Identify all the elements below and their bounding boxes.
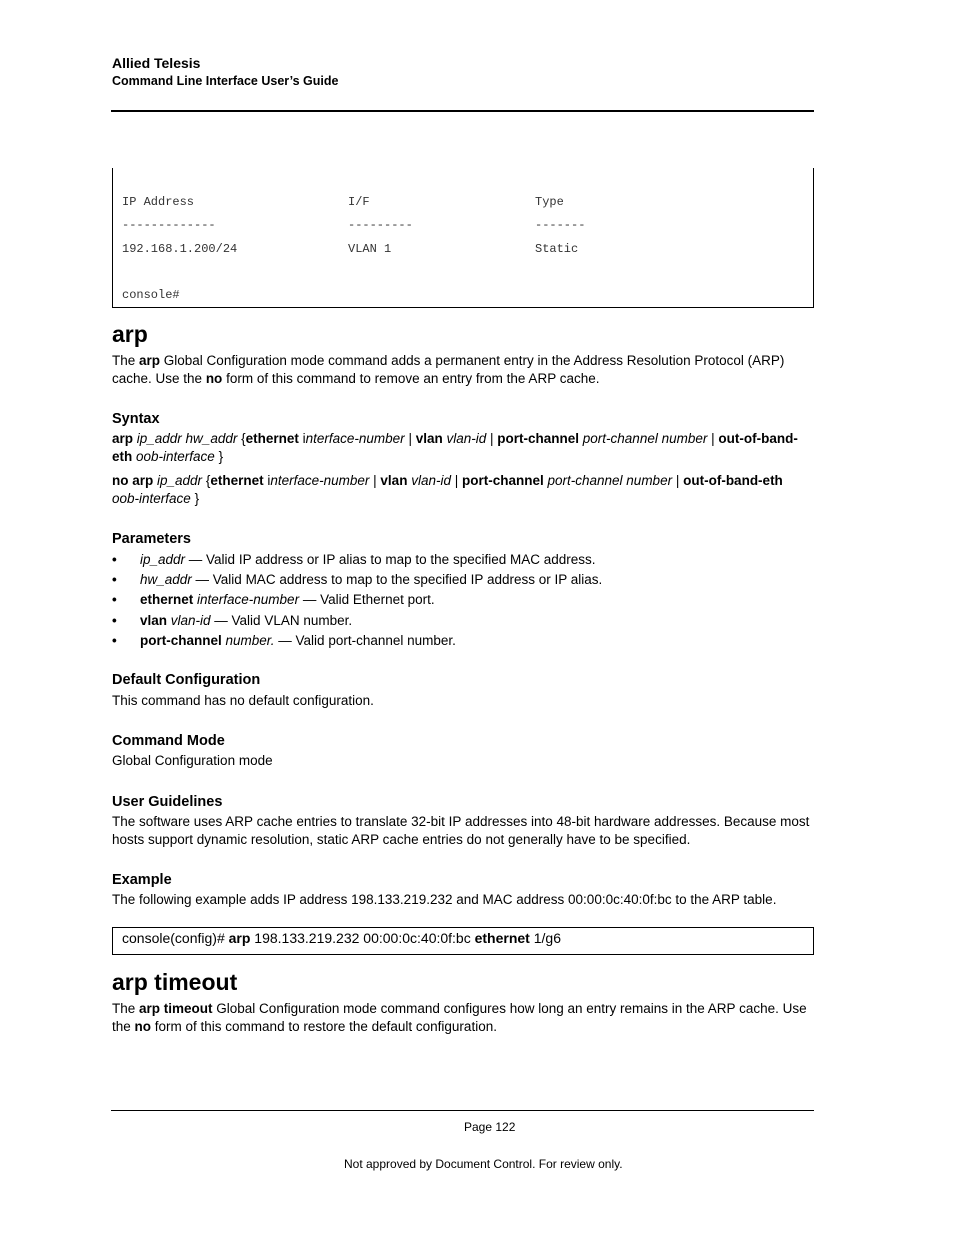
default-config-heading: Default Configuration <box>112 672 261 688</box>
section-title-arp-timeout: arp timeout <box>112 969 238 995</box>
example-heading: Example <box>112 872 172 888</box>
bullet-glyph: • <box>112 592 117 607</box>
header-guide-title: Command Line Interface User’s Guide <box>112 74 339 88</box>
code-row-ip: 192.168.1.200/24 <box>122 242 238 256</box>
bullet-glyph: • <box>112 613 117 628</box>
code-col-type-dash: ------- <box>535 218 586 232</box>
header-company: Allied Telesis <box>112 55 201 71</box>
code-col-ip-dash: ------------- <box>122 218 216 232</box>
code-col-if-dash: --------- <box>348 218 413 232</box>
command-mode-heading: Command Mode <box>112 733 225 749</box>
bullet-glyph: • <box>112 552 117 567</box>
example-code-line: console(config)# arp 198.133.219.232 00:00:0c:40:0f:bc ethernet 1/g6 <box>122 930 561 946</box>
page-number: Page 122 <box>464 1120 516 1134</box>
user-guidelines-text: The software uses ARP cache entries to translate 32-bit IP addresses into 48-bit hardware addresses. Because most hosts support dynamic resolution, static ARP cache entries do not generally have to be specified. <box>112 814 810 847</box>
default-config-text: This command has no default configuration. <box>112 693 374 708</box>
arp-intro: The arp Global Configuration mode command adds a permanent entry in the Address Resolution Protocol (ARP) cache. Use the no form of this command to remove an entry from the ARP cache. <box>112 353 785 386</box>
code-col-if-header: I/F <box>348 195 370 209</box>
code-col-ip-header: IP Address <box>122 195 195 209</box>
code-prompt: console# <box>122 288 180 302</box>
arp-timeout-intro: The arp timeout Global Configuration mode command configures how long an entry remains in the ARP cache. Use the no form of this command to restore the default configuration. <box>112 1001 807 1034</box>
code-row-type: Static <box>535 242 579 256</box>
previous-code-box <box>112 168 814 308</box>
header-rule <box>111 110 814 112</box>
syntax-line-arp: arp ip_addr hw_addr {ethernet interface-number | vlan vlan-id | port-channel port-channel number | out-of-band-eth oob-interface } <box>112 431 798 464</box>
command-mode-text: Global Configuration mode <box>112 753 273 768</box>
syntax-line-no-arp: no arp ip_addr {ethernet interface-number | vlan vlan-id | port-channel port-channel number | out-of-band-eth oob-interface } <box>112 473 783 506</box>
code-row-if: VLAN 1 <box>348 242 392 256</box>
bullet-glyph: • <box>112 633 117 648</box>
section-title-arp: arp <box>112 321 148 347</box>
user-guidelines-heading: User Guidelines <box>112 794 223 810</box>
review-notice: Not approved by Document Control. For review only. <box>344 1157 623 1171</box>
footer-rule <box>111 1110 814 1111</box>
bullet-glyph: • <box>112 572 117 587</box>
parameters-heading: Parameters <box>112 531 191 547</box>
example-code-box <box>112 927 814 955</box>
code-col-type-header: Type <box>535 195 564 209</box>
syntax-heading: Syntax <box>112 411 160 427</box>
example-text: The following example adds IP address 198.133.219.232 and MAC address 00:00:0c:40:0f:bc to the ARP table. <box>112 892 777 907</box>
